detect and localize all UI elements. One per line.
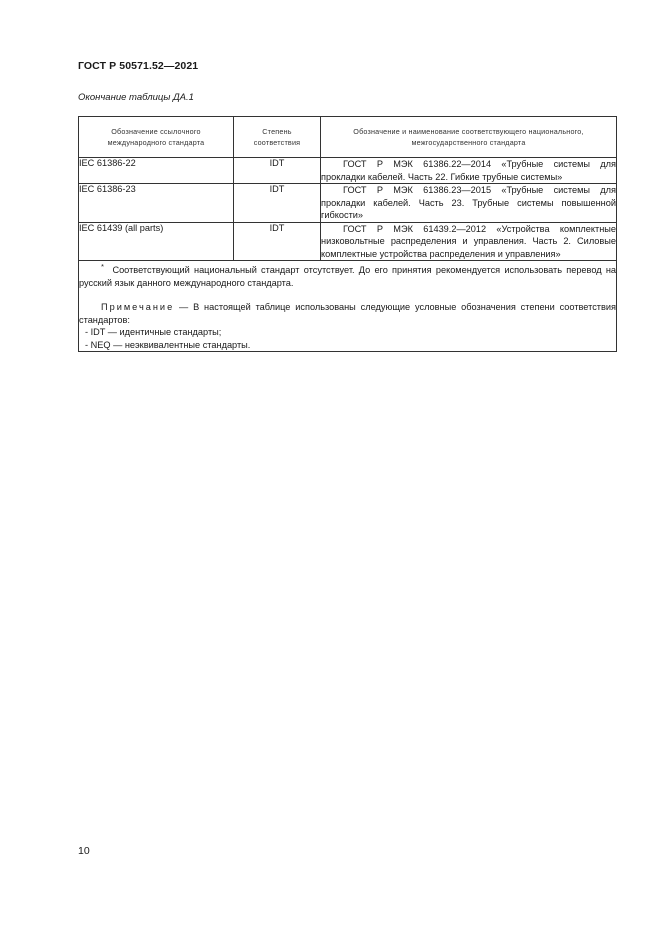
footnote-mark: * (101, 262, 104, 271)
national-standard-text: ГОСТ Р МЭК 61386.22—2014 «Трубные системы для прокладки кабелей. Часть 22. Гибкие трубные системы» (321, 159, 616, 182)
national-standard-cell (321, 184, 617, 223)
table-row (79, 222, 617, 261)
footnote (79, 261, 616, 289)
degree-cell: IDT (234, 222, 321, 261)
page-number: 10 (78, 845, 90, 857)
note-list-item: - IDT — идентичные стандарты; (85, 327, 222, 338)
reference-standard-cell: IEC 61386-22 (79, 158, 234, 184)
table-caption: Окончание таблицы ДА.1 (78, 92, 194, 103)
note-list-item: - NEQ — неэквивалентные стандарты. (85, 339, 251, 350)
note-label: Примечание (101, 302, 175, 313)
note (79, 301, 616, 326)
table-row (79, 158, 617, 184)
column-header-reference-standard: Обозначение ссылочного международного стандарта (79, 117, 234, 158)
note-text: — В настоящей таблице использованы следующие условные обозначения степени соответствия стандартов: (79, 302, 617, 325)
standards-table (78, 116, 616, 352)
reference-standard-cell: IEC 61386-23 (79, 184, 234, 223)
column-header-national-standard: Обозначение и наименование соответствующего национального, межгосударственного стандарта (321, 117, 617, 158)
national-standard-text: ГОСТ Р МЭК 61386.23—2015 «Трубные системы для прокладки кабелей. Часть 23. Трубные системы повышенной гибкости» (321, 185, 616, 220)
document-header: ГОСТ Р 50571.52—2021 (78, 60, 199, 72)
column-header-degree: Степень соответствия (234, 117, 321, 158)
degree-cell: IDT (234, 184, 321, 223)
footnote-text: Соответствующий национальный стандарт отсутствует. До его принятия рекомендуется использовать перевод на русский язык данного международного стандарта. (79, 265, 616, 288)
national-standard-text: ГОСТ Р МЭК 61439.2—2012 «Устройства комплектные низковольтные распределения и управления. Часть 2. Силовые комплектные устройства распределения и управления» (321, 223, 616, 259)
reference-standard-cell: IEC 61439 (all parts) (79, 222, 234, 261)
degree-cell: IDT (234, 158, 321, 184)
table-row (79, 184, 617, 223)
national-standard-cell (321, 158, 617, 184)
notes-row (79, 261, 617, 352)
notes-cell (79, 261, 617, 352)
national-standard-cell (321, 222, 617, 261)
